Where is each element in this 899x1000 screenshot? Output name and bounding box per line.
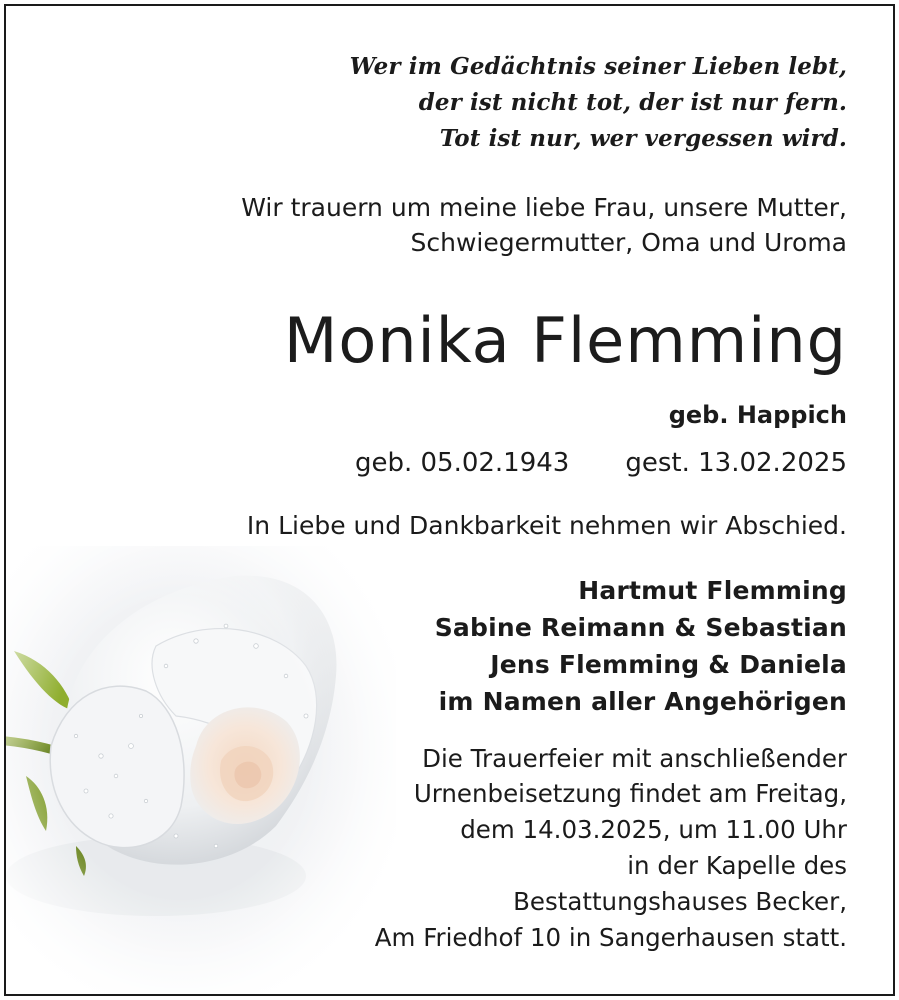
intro-line-2: Schwiegermutter, Oma und Uroma xyxy=(410,228,847,257)
birth-date: geb. 05.02.1943 xyxy=(354,448,570,478)
farewell-text: In Liebe und Dankbarkeit nehmen wir Abschied. xyxy=(246,511,847,540)
life-dates xyxy=(355,448,847,478)
service-line-2: Urnenbeisetzung findet am Freitag, xyxy=(413,779,847,808)
service-line-4: in der Kapelle des xyxy=(627,851,847,880)
birth-name: geb. Happich xyxy=(668,401,847,429)
deceased-name: Monika Flemming xyxy=(283,304,847,377)
mourner-line-2: Sabine Reimann & Sebastian xyxy=(434,613,847,642)
mourner-line-4: im Namen aller Angehörigen xyxy=(438,687,847,716)
intro-line-1: Wir trauern um meine liebe Frau, unsere Mutter, xyxy=(241,193,847,222)
quote-line-3: Tot ist nur, wer vergessen wird. xyxy=(439,125,847,152)
service-line-1: Die Trauerfeier mit anschließender xyxy=(422,744,847,773)
service-line-3: dem 14.03.2025, um 11.00 Uhr xyxy=(460,815,847,844)
quote-line-1: Wer im Gedächtnis seiner Lieben lebt, xyxy=(349,53,847,80)
service-line-5: Bestattungshauses Becker, xyxy=(513,887,847,916)
white-rose-image xyxy=(6,546,396,996)
mourner-line-3: Jens Flemming & Daniela xyxy=(490,650,847,679)
quote-line-2: der ist nicht tot, der ist nur fern. xyxy=(418,89,847,116)
mourner-line-1: Hartmut Flemming xyxy=(578,576,847,605)
service-line-6: Am Friedhof 10 in Sangerhausen statt. xyxy=(374,923,847,952)
death-date: gest. 13.02.2025 xyxy=(625,448,847,478)
obituary-notice xyxy=(4,4,895,996)
